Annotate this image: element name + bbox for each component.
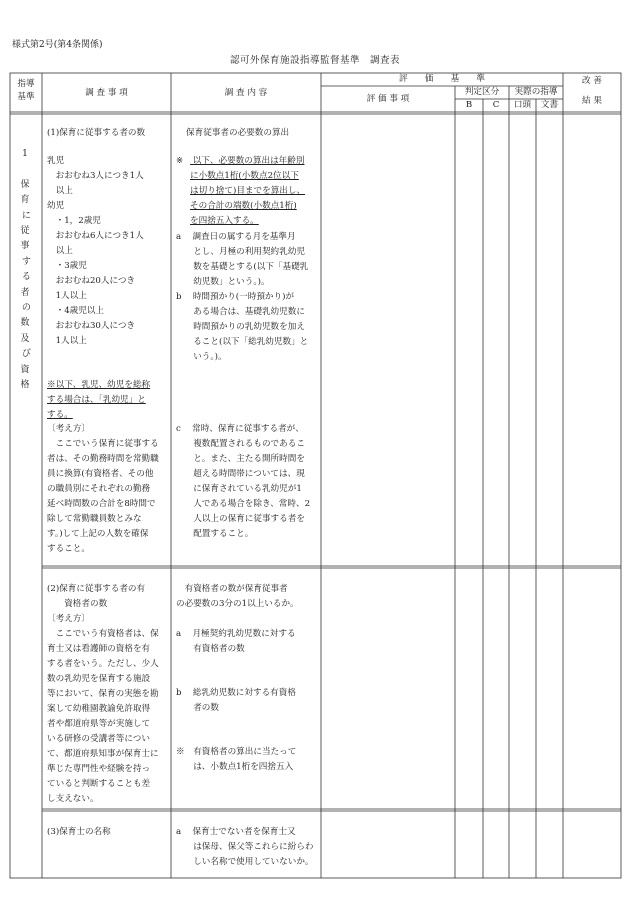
row2-content-intro: 有資格者の数が保育従事者 の必要数の3分の1以上いるか。 [176,584,299,609]
header-improvement: 改 善 結 果 [582,76,602,106]
header-guidance: 実際の指導 [514,87,558,97]
row1-item-thinking: 〔考え方〕 ここでいう保育に従事する 者は、その勤務時間を常勤職 員に換算(有資格者、その他 の職員別にそれぞれの勤務 延べ時間数の合計を8時間で 除して常勤職員数とみな す。)して上記の人数を確保 すること。 [47,424,159,554]
row1-item-body: 乳児 おおむね3人につき1人 以上 幼児 ・1，2歳児 おおむね6人につき1人 以上 ・3歳児 おおむね20人につき 1人以上 ・4歳児以上 おおむね30人につき 1人以上 [47,156,144,346]
header-evaluation-criteria: 評 価 基 準 [399,74,485,84]
document-title: 認可外保育施設指導監督基準 調査表 [229,55,400,66]
row1-content-a: a 調査日の属する月を基準月 とし、月極の利用契約乳幼児 数を基礎とする(以下「基礎乳 幼児数」という。)。 [176,232,309,287]
row1-content-note: 以下、必要数の算出は年齢別 に小数点1桁(小数点2位以下 は切り捨て)目までを算出し、 その合計の端数(小数点1桁) を四捨五入する。 [190,156,306,226]
row2-item-title: (2)保育に従事する者の有 資格者の数 [47,584,146,609]
header-evaluation-items: 評 価 事 項 [366,94,410,104]
form-number: 様式第2号(第4条関係) [12,40,103,50]
row1-item-title: (1)保育に従事する者の数 [47,128,146,138]
row3-item-title: (3)保育士の名称 [47,827,111,837]
row1-item-note: ※以下、乳児、幼児を総称 する場合は、「乳幼児」と する。 [47,380,151,420]
header-items: 調 査 事 項 [85,88,128,98]
row3-content-a: a 保育士でない者を保育士又 は保母、保父等これらに紛らわ しい名称で使用していないか。 [176,827,314,867]
header-content: 調 査 内 容 [224,88,268,98]
row2-content-b: b 総乳幼児数に対する有資格 者の数 [176,688,296,713]
row1-content-note-mark: ※ [176,156,184,166]
header-guidance-oral: 口頭 [513,100,532,110]
row1-content-b: b 時間預かり(一時預かり)が ある場合は、基礎乳幼児数に 時間預かりの乳幼児数を加え ること(以下「総乳幼児数」と いう。)。 [176,292,309,362]
row2-content-a: a 月極契約乳幼児数に対する 有資格者の数 [176,629,296,654]
header-guidance-written: 文書 [540,100,559,110]
row1-content-title: 保育従事者の必要数の算出 [186,128,290,138]
header-standard: 指導 基準 [17,79,35,102]
header-judgment-b: B [465,100,473,110]
header-judgment-c: C [492,100,500,110]
standard-label: 1 保 育 に 従 事 す る 者 の 数 及 び 資 格 [20,149,31,391]
row1-content-c: c 常時、保育に従事する者が、 複数配置されるものであるこ と。また、主たる開所時間を 超える時間帯については、現 に保育されている乳幼児が1 人である場合を除き、常時、2 人以上の保育に従事する者を 配置すること。 [176,424,311,539]
header-judgment: 判定区分 [464,87,500,97]
row2-content-note: ※ 有資格者の算出に当たって は、小数点1桁を四捨五入 [176,747,297,772]
row2-item-thinking: 〔考え方〕 ここでいう有資格者は、保 育士又は看護師の資格を有 する者をいう。ただし、少人 数の乳幼児を保育する施設 等において、保育の実態を勘 案して幼稚園教諭免許取得 者や都道府県等が実施して いる研修の受講者等につい て、都道府県知事が保育士に 準じた専門性や経験を持っ ていると判断することも差 し支えない。 [47,614,159,804]
